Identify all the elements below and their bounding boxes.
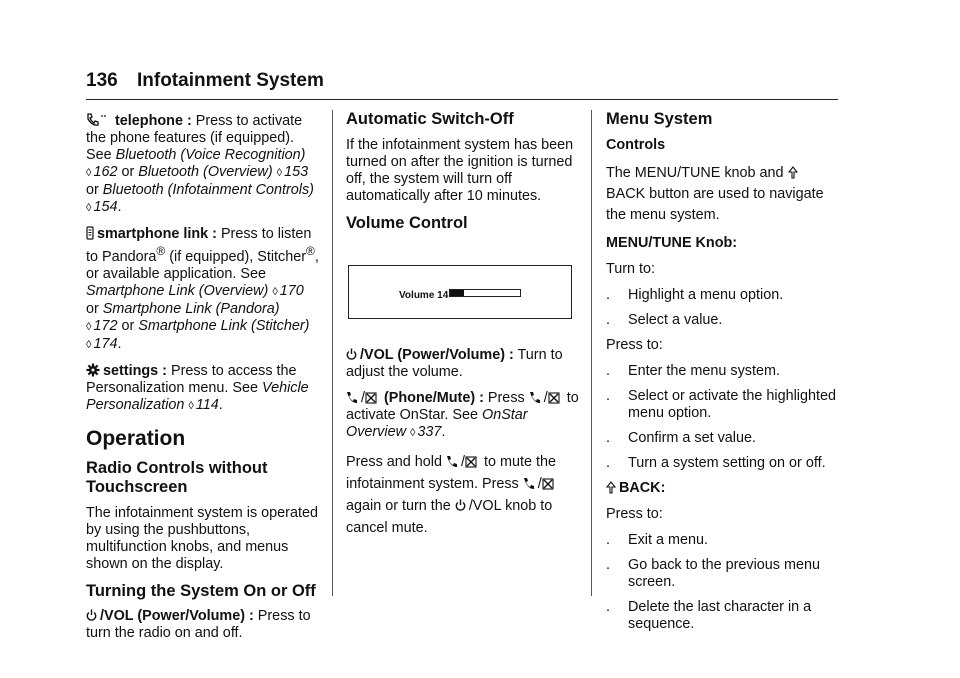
radio-controls-heading: Radio Controls without Touchscreen [86,458,268,496]
operation-heading: Operation [86,426,186,450]
menu-tune-knob-label [606,235,842,252]
phone-icon [523,477,535,490]
or-text: or [86,300,103,317]
list-item [606,312,842,329]
power-volume-label: /VOL (Power/Volume) : [100,607,254,624]
page-ref-icon: ◊ [188,399,194,412]
intro-text: The MENU/TUNE knob and [606,165,788,181]
phone-icon [529,391,541,404]
list-item [606,455,842,472]
link-bluetooth-overview[interactable]: Bluetooth (Overview) [138,164,273,180]
link-smartphone-stitcher[interactable]: Smartphone Link (Stitcher) [138,317,310,334]
power-volume-paragraph [346,347,582,381]
bullet: . [606,557,610,573]
controls-label: Controls [606,137,666,153]
page-ref-icon: ◊ [86,202,92,214]
page-number: 136 [86,70,118,91]
intro-text: BACK button are used to navigate the menu system. [606,186,824,223]
hold-mute-text: Press and hold [346,454,446,470]
page-ref[interactable]: 154 [93,199,118,215]
hold-mute-text: to mute the infotainment system. Press [346,454,556,492]
turn-to-label: Turn to: [606,261,656,277]
smartphone-text: (if equipped), Stitcher [165,248,307,265]
hold-mute-paragraph [346,451,582,539]
bullet: . [606,430,610,446]
power-volume-label: /VOL (Power/Volume) : [360,347,514,363]
header-rule [86,99,838,100]
slash: / [543,390,548,406]
bullet: . [606,312,610,328]
auto-switch-off-text: If the infotainment system has been turned on after the ignition is turned off, the system will turn off automatically after 10 minutes. [346,137,574,204]
mute-icon [542,478,554,490]
power-icon [455,499,466,512]
page-ref[interactable]: 114 [195,396,219,413]
list-item [606,599,842,633]
list-item-text: Enter the menu system. [628,363,780,379]
list-item [606,287,842,304]
column-2 [346,110,582,548]
column-divider [591,110,592,596]
list-item-text: Delete the last character in a sequence. [628,599,812,632]
bullet: . [606,363,610,379]
page-ref[interactable]: 162 [93,164,118,180]
registered-mark: ® [306,244,315,258]
auto-switch-off-heading: Automatic Switch-Off [346,110,514,128]
list-item [606,557,842,591]
hold-mute-text: /VOL knob to cancel mute. [346,498,553,536]
link-onstar-overview[interactable]: OnStar Overview [346,407,528,440]
page-ref[interactable]: 337 [417,424,442,440]
volume-display-illustration [348,265,572,319]
link-smartphone-pandora[interactable]: Smartphone Link (Pandora) [102,300,280,317]
mute-icon [465,456,477,468]
knob-label: MENU/TUNE Knob: [606,235,738,251]
link-vehicle-personalization[interactable]: Vehicle Personalization [86,379,309,413]
slash: / [461,454,465,470]
phone-icon [346,391,358,404]
list-item-text: Select or activate the highlighted menu option. [628,388,836,421]
power-volume-text: Turn to adjust the volume. [346,347,563,380]
phone-mute-label: (Phone/Mute) : [380,390,484,406]
page-ref[interactable]: 170 [279,282,304,299]
power-icon [86,609,97,622]
link-smartphone-overview[interactable]: Smartphone Link (Overview) [86,282,269,299]
phone-mute-text: Press [483,390,529,406]
volume-bar-fill [450,290,464,296]
power-volume-paragraph [86,608,322,642]
period: . [218,396,223,413]
slash: / [361,390,365,406]
column-1 [86,113,322,651]
smartphone-icon [86,226,94,240]
controls-subheading [606,137,842,154]
back-label-paragraph [606,480,842,497]
settings-paragraph [86,363,322,415]
gear-icon [86,363,100,377]
hold-mute-text: again or turn the [346,498,455,514]
bullet: . [606,388,610,404]
bullet: . [606,599,610,615]
bullet: . [606,287,610,303]
list-item-text: Go back to the previous menu screen. [628,557,820,590]
smartphone-text: , or available application. See [86,248,319,282]
link-bluetooth-voice[interactable]: Bluetooth (Voice Recognition) [115,147,306,163]
period: . [117,199,122,215]
page-ref[interactable]: 172 [93,317,118,334]
link-bluetooth-controls[interactable]: Bluetooth (Infotainment Controls) [102,182,314,198]
telephone-label: telephone : [115,113,192,129]
registered-mark: ® [156,244,166,258]
telephone-paragraph [86,113,322,217]
smartphone-label: smartphone link : [97,226,217,242]
phone-mute-paragraph [346,390,582,442]
settings-text: Press to access the Personalization menu. See [86,362,297,396]
smartphone-text: Press to listen to Pandora [86,226,312,265]
or-text: or [117,317,139,334]
power-volume-text: Press to turn the radio on and off. [86,607,311,641]
back-icon [606,481,616,494]
menu-system-heading: Menu System [606,110,713,128]
volume-control-heading: Volume Control [346,214,468,232]
column-divider [332,110,333,596]
settings-label: settings : [103,362,167,379]
page-ref-icon: ◊ [86,338,92,351]
page-title: Infotainment System [136,70,324,91]
volume-display-label: Volume 14 [399,290,449,301]
power-icon [346,348,357,361]
radio-controls-text: The infotainment system is operated by using the pushbuttons, multifunction knobs, and menus shown on the display. [86,504,318,572]
or-text: or [117,164,139,180]
page-ref-icon: ◊ [276,167,283,179]
press-to-label: Press to: [606,506,663,522]
list-item [606,532,842,549]
mute-icon [548,392,560,404]
page-ref-icon: ◊ [86,320,92,333]
page-ref[interactable]: 174 [93,335,118,352]
smartphone-paragraph [86,226,322,354]
list-item-text: Highlight a menu option. [628,287,784,303]
slash: / [537,476,542,492]
page-ref[interactable]: 153 [284,164,309,180]
period: . [117,335,122,352]
page-ref-icon: ◊ [409,427,416,439]
phone-mute-text: to activate OnStar. See [346,390,579,423]
telephone-text: Press to activate the phone features (if equipped). See [86,113,303,163]
list-item-text: Confirm a set value. [628,430,756,446]
list-item [606,363,842,380]
page-ref-icon: ◊ [86,167,92,179]
column-3 [606,110,842,641]
list-item-text: Turn a system setting on or off. [628,455,826,471]
page-header [86,70,324,92]
list-item-text: Select a value. [628,312,723,328]
list-item [606,430,842,447]
phone-voice-icon [86,113,108,127]
volume-bar [449,289,521,297]
back-icon [788,166,798,179]
turning-on-off-heading: Turning the System On or Off [86,581,316,600]
phone-icon [446,455,458,468]
bullet: . [606,532,610,548]
press-to-label: Press to: [606,337,663,353]
or-text: or [86,182,103,198]
list-item [606,388,842,422]
list-item-text: Exit a menu. [628,532,708,548]
mute-icon [365,392,377,404]
bullet: . [606,455,610,471]
page-ref-icon: ◊ [272,285,278,298]
back-label: BACK: [619,480,666,496]
menu-intro-text [606,163,842,226]
period: . [441,424,446,440]
